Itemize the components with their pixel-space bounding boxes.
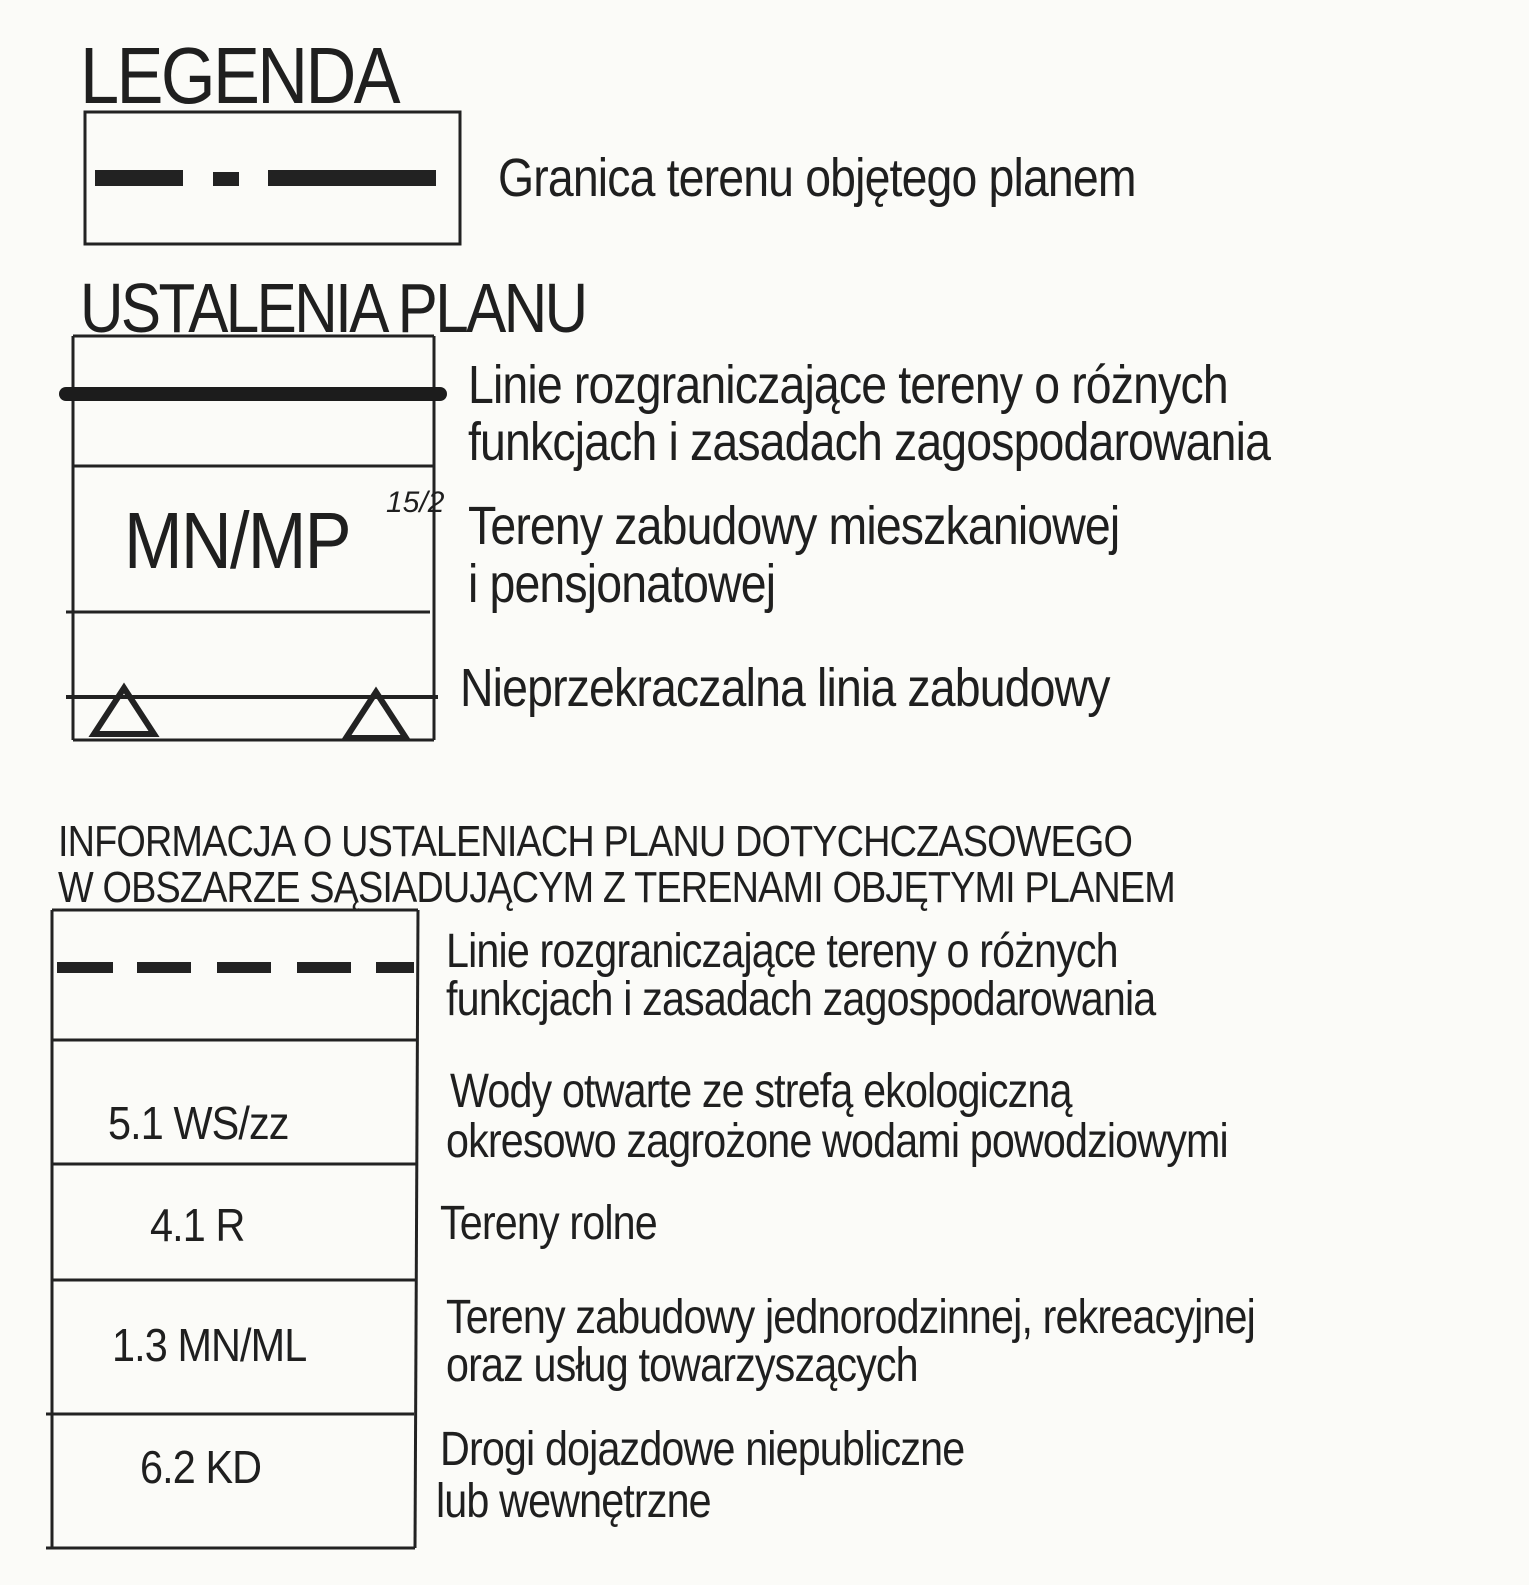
legend-boundary-label: Granica terenu objętego planem: [498, 148, 1136, 208]
info-item-roads-line1: Drogi dojazdowe niepubliczne: [440, 1423, 965, 1476]
plan-item-demarcation-line2: funkcjach i zasadach zagospodarowania: [468, 412, 1271, 472]
plan-item-residential-line1: Tereny zabudowy mieszkaniowej: [468, 496, 1120, 556]
boundary-dash-dot-line: [95, 170, 436, 186]
info-item-housing-line2: oraz usług towarzyszących: [446, 1339, 918, 1392]
info-item-demarcation-line2: funkcjach i zasadach zagospodarowania: [446, 973, 1156, 1026]
info-item-demarcation-line1: Linie rozgraniczające tereny o różnych: [446, 925, 1118, 978]
info-code-mn-ml: 1.3 MN/ML: [112, 1319, 307, 1371]
plan-item-residential-line2: i pensjonatowej: [468, 554, 776, 614]
info-item-water-line1: Wody otwarte ze strefą ekologiczną: [450, 1065, 1072, 1118]
info-item-roads-line2: lub wewnętrzne: [436, 1475, 711, 1528]
info-item-housing-line1: Tereny zabudowy jednorodzinnej, rekreacyjnej: [446, 1291, 1255, 1344]
dashed-demarcation-line: [57, 962, 414, 973]
info-item-water-line2: okresowo zagrożone wodami powodziowymi: [446, 1115, 1228, 1168]
plan-heading: USTALENIA PLANU: [80, 269, 586, 347]
info-heading-line1: INFORMACJA O USTALENIACH PLANU DOTYCHCZASOWEGO: [58, 817, 1133, 866]
info-code-r: 4.1 R: [150, 1199, 245, 1251]
plan-code: MN/MP: [124, 496, 350, 585]
plan-code-mn-mp: [124, 495, 350, 587]
info-code-ws: 5.1 WS/zz: [108, 1097, 289, 1149]
building-line-triangle-left: [94, 688, 154, 734]
legend-heading: LEGENDA: [80, 31, 398, 120]
info-code-kd: 6.2 KD: [140, 1441, 262, 1493]
plan-item-demarcation-line1: Linie rozgraniczające tereny o różnych: [468, 355, 1228, 415]
plan-item-building-line: Nieprzekraczalna linia zabudowy: [460, 658, 1110, 718]
info-item-agricultural: Tereny rolne: [440, 1197, 657, 1250]
info-heading-line2: W OBSZARZE SĄSIADUJĄCYM Z TERENAMI OBJĘTYMI PLANEM: [58, 863, 1175, 912]
plan-code-superscript: 15/2: [386, 486, 445, 519]
